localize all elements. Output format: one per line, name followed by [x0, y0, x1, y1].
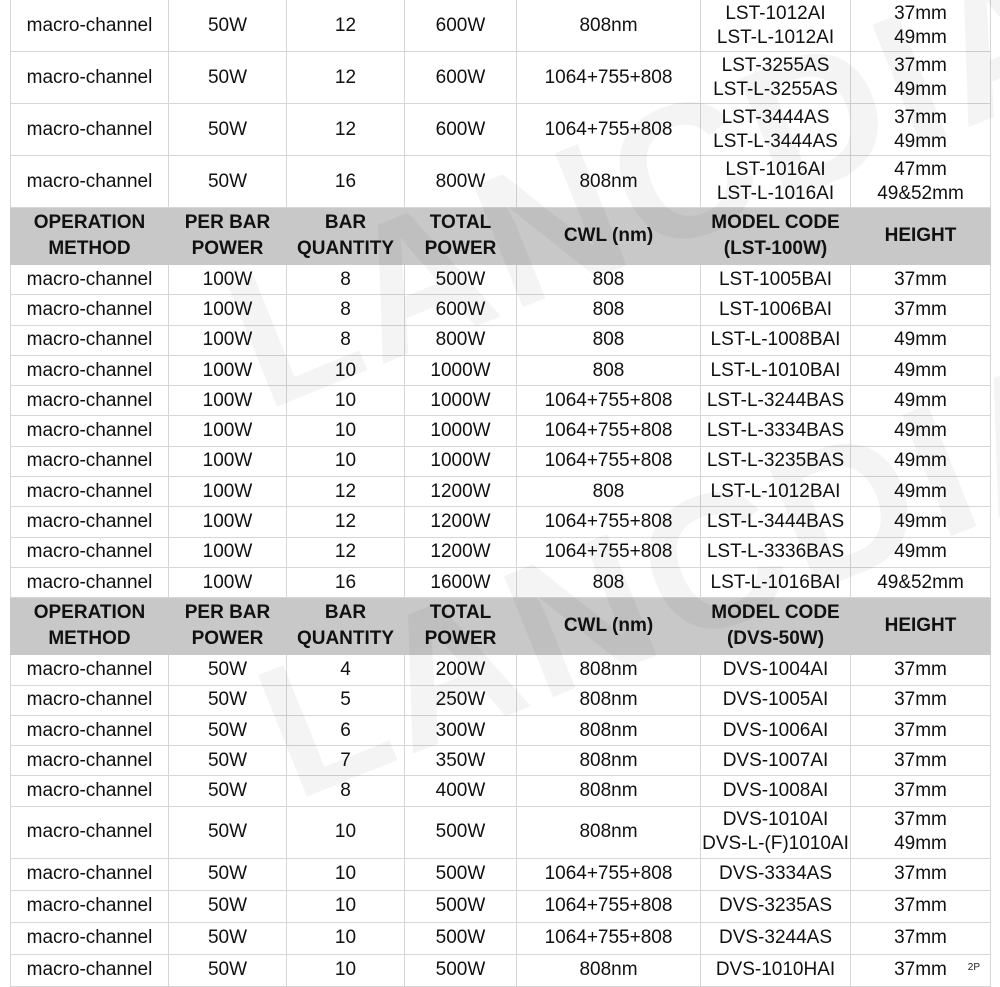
model-line: LST-L-1012AI	[716, 26, 835, 48]
model-cell: DVS-1004AI	[701, 655, 851, 685]
bar-qty-cell: 16	[287, 567, 405, 597]
total-power-cell: 1000W	[405, 355, 517, 385]
method-cell: macro-channel	[11, 416, 169, 446]
total-power-cell: 500W	[405, 922, 517, 954]
cwl-cell: 1064+755+808	[517, 537, 701, 567]
bar-qty-cell: 12	[287, 104, 405, 156]
method-cell: macro-channel	[11, 507, 169, 537]
header-line: TOTAL	[429, 602, 492, 624]
table-row	[11, 655, 991, 685]
header-line: (LST-100W)	[723, 238, 828, 259]
cwl-cell: 808	[517, 477, 701, 507]
model-cell: LST-L-3444BAS	[701, 507, 851, 537]
total-power-cell: 600W	[405, 52, 517, 104]
table-row	[11, 746, 991, 776]
table-row	[11, 0, 991, 52]
model-cell: DVS-1010HAI	[701, 954, 851, 986]
header-line: PER BAR	[184, 602, 271, 624]
bar-power-cell: 100W	[169, 325, 287, 355]
table-row	[11, 265, 991, 295]
cwl-cell: 808	[517, 355, 701, 385]
header-line: POWER	[424, 628, 497, 650]
bar-qty-cell: 10	[287, 446, 405, 476]
header-bar-qty	[287, 208, 405, 265]
method-cell: macro-channel	[11, 715, 169, 745]
section-dvs-50w-rows-a	[11, 655, 991, 806]
header-line: POWER	[191, 238, 264, 259]
header-line: PER BAR	[184, 212, 271, 233]
method-cell: macro-channel	[11, 567, 169, 597]
cwl-cell: 1064+755+808	[517, 386, 701, 416]
model-cell: DVS-3244AS	[701, 922, 851, 954]
bar-power-cell: 100W	[169, 386, 287, 416]
total-power-cell: 500W	[405, 890, 517, 922]
header-line: POWER	[424, 238, 497, 259]
bar-qty-cell: 8	[287, 776, 405, 806]
total-power-cell: 500W	[405, 806, 517, 858]
cwl-cell: 808nm	[517, 0, 701, 52]
table-row	[11, 537, 991, 567]
method-cell: macro-channel	[11, 890, 169, 922]
section-dvs-50w-double	[11, 806, 991, 858]
section-dvs-50w-rows-b	[11, 858, 991, 986]
table-row	[11, 776, 991, 806]
table-row	[11, 355, 991, 385]
header-line: OPERATION	[33, 212, 146, 233]
cwl-cell: 1064+755+808	[517, 416, 701, 446]
height-cell: 49mm	[851, 416, 991, 446]
model-cell	[701, 156, 851, 208]
cwl-cell: 1064+755+808	[517, 507, 701, 537]
table-row	[11, 295, 991, 325]
method-cell: macro-channel	[11, 776, 169, 806]
cwl-cell: 808	[517, 265, 701, 295]
height-line: 49&52mm	[877, 182, 964, 204]
method-cell: macro-channel	[11, 355, 169, 385]
total-power-cell: 200W	[405, 655, 517, 685]
total-power-cell: 1200W	[405, 507, 517, 537]
model-line: LST-L-3444AS	[713, 130, 838, 152]
height-cell: 37mm	[851, 890, 991, 922]
method-cell: macro-channel	[11, 537, 169, 567]
method-cell: macro-channel	[11, 685, 169, 715]
bar-power-cell: 50W	[169, 776, 287, 806]
total-power-cell: 1200W	[405, 477, 517, 507]
section-lst-100w-rows	[11, 265, 991, 598]
header-total-power	[405, 208, 517, 265]
model-line: LST-1012AI	[725, 2, 826, 24]
header-line: METHOD	[48, 628, 131, 650]
height-cell: 37mm	[851, 655, 991, 685]
model-cell: DVS-3235AS	[701, 890, 851, 922]
bar-power-cell: 100W	[169, 446, 287, 476]
model-cell: DVS-1008AI	[701, 776, 851, 806]
table-row	[11, 567, 991, 597]
total-power-cell: 800W	[405, 156, 517, 208]
bar-qty-cell: 5	[287, 685, 405, 715]
model-cell	[701, 806, 851, 858]
method-cell: macro-channel	[11, 52, 169, 104]
method-cell: macro-channel	[11, 477, 169, 507]
method-cell: macro-channel	[11, 806, 169, 858]
header-line: MODEL CODE	[711, 602, 840, 624]
bar-power-cell: 100W	[169, 416, 287, 446]
header-line: OPERATION	[33, 602, 146, 624]
model-cell: LST-L-3235BAS	[701, 446, 851, 476]
cwl-cell: 808nm	[517, 954, 701, 986]
method-cell: macro-channel	[11, 0, 169, 52]
height-cell: 37mm	[851, 954, 991, 986]
bar-power-cell: 50W	[169, 806, 287, 858]
table-row	[11, 156, 991, 208]
bar-power-cell: 50W	[169, 890, 287, 922]
height-cell: 49mm	[851, 507, 991, 537]
total-power-cell: 1000W	[405, 386, 517, 416]
height-cell: 49&52mm	[851, 567, 991, 597]
header-bar-qty	[287, 598, 405, 655]
table-row	[11, 446, 991, 476]
model-cell: LST-1006BAI	[701, 295, 851, 325]
height-cell	[851, 104, 991, 156]
bar-qty-cell: 16	[287, 156, 405, 208]
model-cell: LST-L-1010BAI	[701, 355, 851, 385]
table-row	[11, 52, 991, 104]
cwl-cell: 1064+755+808	[517, 858, 701, 890]
header-row-dvs-50w	[11, 598, 991, 655]
model-cell	[701, 0, 851, 52]
bar-qty-cell: 4	[287, 655, 405, 685]
method-cell: macro-channel	[11, 386, 169, 416]
bar-power-cell: 50W	[169, 0, 287, 52]
bar-power-cell: 100W	[169, 355, 287, 385]
bar-qty-cell: 6	[287, 715, 405, 745]
model-line: DVS-L-(F)1010AI	[702, 833, 849, 855]
table-row	[11, 858, 991, 890]
cwl-cell: 808nm	[517, 776, 701, 806]
cwl-cell: 1064+755+808	[517, 922, 701, 954]
model-cell: DVS-1005AI	[701, 685, 851, 715]
model-cell: LST-L-3244BAS	[701, 386, 851, 416]
page-tag: 2P	[967, 962, 980, 973]
header-line: QUANTITY	[296, 238, 395, 259]
height-cell: 37mm	[851, 746, 991, 776]
header-line: POWER	[191, 628, 264, 650]
total-power-cell: 1000W	[405, 446, 517, 476]
height-cell: 37mm	[851, 685, 991, 715]
method-cell: macro-channel	[11, 922, 169, 954]
cwl-cell: 1064+755+808	[517, 446, 701, 476]
cwl-cell: 1064+755+808	[517, 104, 701, 156]
height-cell: 37mm	[851, 715, 991, 745]
bar-qty-cell: 10	[287, 806, 405, 858]
section-lst-50w	[11, 0, 991, 208]
header-method	[11, 208, 169, 265]
total-power-cell: 1000W	[405, 416, 517, 446]
cwl-cell: 808nm	[517, 806, 701, 858]
cwl-cell: 1064+755+808	[517, 890, 701, 922]
bar-power-cell: 100W	[169, 537, 287, 567]
bar-qty-cell: 7	[287, 746, 405, 776]
model-cell: DVS-1006AI	[701, 715, 851, 745]
cwl-cell: 808nm	[517, 746, 701, 776]
model-cell: DVS-1007AI	[701, 746, 851, 776]
height-line: 49mm	[894, 833, 947, 855]
height-line: 37mm	[894, 809, 947, 831]
header-bar-power	[169, 208, 287, 265]
spec-table	[10, 0, 991, 987]
bar-power-cell: 50W	[169, 922, 287, 954]
bar-power-cell: 100W	[169, 507, 287, 537]
header-cwl: CWL (nm)	[517, 208, 701, 265]
height-cell: 49mm	[851, 477, 991, 507]
total-power-cell: 500W	[405, 954, 517, 986]
table-row	[11, 922, 991, 954]
height-cell: 37mm	[851, 776, 991, 806]
table-row	[11, 890, 991, 922]
header-method	[11, 598, 169, 655]
height-line: 49mm	[894, 130, 947, 152]
bar-qty-cell: 12	[287, 0, 405, 52]
total-power-cell: 800W	[405, 325, 517, 355]
height-line: 37mm	[894, 106, 947, 128]
model-line: LST-1016AI	[725, 158, 826, 180]
bar-power-cell: 50W	[169, 156, 287, 208]
bar-qty-cell: 12	[287, 537, 405, 567]
header-line: MODEL CODE	[711, 212, 840, 233]
bar-power-cell: 50W	[169, 104, 287, 156]
table-row	[11, 806, 991, 858]
height-cell: 37mm	[851, 858, 991, 890]
cwl-cell: 808nm	[517, 685, 701, 715]
cwl-cell: 808	[517, 295, 701, 325]
total-power-cell: 400W	[405, 776, 517, 806]
height-cell: 49mm	[851, 537, 991, 567]
total-power-cell: 500W	[405, 858, 517, 890]
bar-qty-cell: 10	[287, 386, 405, 416]
bar-power-cell: 50W	[169, 954, 287, 986]
bar-power-cell: 50W	[169, 715, 287, 745]
header-line: TOTAL	[429, 212, 492, 233]
method-cell: macro-channel	[11, 265, 169, 295]
bar-qty-cell: 10	[287, 858, 405, 890]
header-bar-power	[169, 598, 287, 655]
bar-qty-cell: 12	[287, 507, 405, 537]
bar-power-cell: 100W	[169, 295, 287, 325]
header-line: METHOD	[48, 238, 131, 259]
total-power-cell: 350W	[405, 746, 517, 776]
model-line: LST-L-3255AS	[713, 78, 838, 100]
height-line: 47mm	[894, 158, 947, 180]
header-row-lst-100w	[11, 208, 991, 265]
cwl-cell: 808	[517, 325, 701, 355]
model-line: LST-3444AS	[721, 106, 830, 128]
header-cwl: CWL (nm)	[517, 598, 701, 655]
bar-qty-cell: 8	[287, 325, 405, 355]
model-cell: LST-L-3336BAS	[701, 537, 851, 567]
bar-qty-cell: 10	[287, 922, 405, 954]
table-row	[11, 386, 991, 416]
cwl-cell: 1064+755+808	[517, 52, 701, 104]
total-power-cell: 500W	[405, 265, 517, 295]
model-line: LST-3255AS	[721, 54, 830, 76]
bar-qty-cell: 8	[287, 265, 405, 295]
table-row	[11, 685, 991, 715]
bar-power-cell: 100W	[169, 567, 287, 597]
bar-power-cell: 50W	[169, 858, 287, 890]
height-line: 37mm	[894, 2, 947, 24]
cwl-cell: 808nm	[517, 715, 701, 745]
model-cell: LST-L-1012BAI	[701, 477, 851, 507]
header-model	[701, 208, 851, 265]
height-cell	[851, 0, 991, 52]
height-cell: 37mm	[851, 265, 991, 295]
height-line: 49mm	[894, 26, 947, 48]
method-cell: macro-channel	[11, 104, 169, 156]
table-row	[11, 104, 991, 156]
model-cell: LST-L-3334BAS	[701, 416, 851, 446]
height-cell	[851, 52, 991, 104]
bar-qty-cell: 12	[287, 52, 405, 104]
height-cell: 49mm	[851, 386, 991, 416]
model-cell	[701, 52, 851, 104]
section-dvs-50w	[11, 598, 991, 655]
model-line: DVS-1010AI	[722, 809, 829, 831]
bar-qty-cell: 10	[287, 416, 405, 446]
bar-qty-cell: 10	[287, 890, 405, 922]
height-cell: 49mm	[851, 355, 991, 385]
bar-power-cell: 50W	[169, 746, 287, 776]
header-line: QUANTITY	[296, 628, 395, 650]
header-height: HEIGHT	[851, 208, 991, 265]
table-row	[11, 325, 991, 355]
header-line: (DVS-50W)	[726, 628, 825, 650]
height-line: 37mm	[894, 54, 947, 76]
method-cell: macro-channel	[11, 655, 169, 685]
height-cell: 37mm	[851, 922, 991, 954]
height-line: 49mm	[894, 78, 947, 100]
total-power-cell: 300W	[405, 715, 517, 745]
method-cell: macro-channel	[11, 858, 169, 890]
cwl-cell: 808nm	[517, 156, 701, 208]
bar-power-cell: 50W	[169, 685, 287, 715]
method-cell: macro-channel	[11, 746, 169, 776]
cwl-cell: 808	[517, 567, 701, 597]
bar-qty-cell: 10	[287, 954, 405, 986]
model-line: LST-L-1016AI	[716, 182, 835, 204]
header-model	[701, 598, 851, 655]
cwl-cell: 808nm	[517, 655, 701, 685]
model-cell: DVS-3334AS	[701, 858, 851, 890]
method-cell: macro-channel	[11, 156, 169, 208]
header-line: BAR	[324, 212, 367, 233]
model-cell: LST-L-1016BAI	[701, 567, 851, 597]
section-lst-100w	[11, 208, 991, 265]
height-cell: 49mm	[851, 446, 991, 476]
total-power-cell: 600W	[405, 104, 517, 156]
height-cell	[851, 806, 991, 858]
table-row	[11, 416, 991, 446]
method-cell: macro-channel	[11, 295, 169, 325]
height-cell: 37mm	[851, 295, 991, 325]
bar-power-cell: 100W	[169, 265, 287, 295]
method-cell: macro-channel	[11, 954, 169, 986]
table-row	[11, 954, 991, 986]
bar-power-cell: 50W	[169, 655, 287, 685]
table-row	[11, 477, 991, 507]
bar-qty-cell: 8	[287, 295, 405, 325]
total-power-cell: 250W	[405, 685, 517, 715]
model-cell	[701, 104, 851, 156]
height-cell: 49mm	[851, 325, 991, 355]
model-cell: LST-1005BAI	[701, 265, 851, 295]
model-cell: LST-L-1008BAI	[701, 325, 851, 355]
table-row	[11, 507, 991, 537]
bar-qty-cell: 12	[287, 477, 405, 507]
bar-power-cell: 50W	[169, 52, 287, 104]
total-power-cell: 1200W	[405, 537, 517, 567]
height-cell	[851, 156, 991, 208]
bar-qty-cell: 10	[287, 355, 405, 385]
header-height: HEIGHT	[851, 598, 991, 655]
header-line: BAR	[324, 602, 367, 624]
method-cell: macro-channel	[11, 325, 169, 355]
total-power-cell: 600W	[405, 295, 517, 325]
total-power-cell: 1600W	[405, 567, 517, 597]
table-row	[11, 715, 991, 745]
bar-power-cell: 100W	[169, 477, 287, 507]
total-power-cell: 600W	[405, 0, 517, 52]
method-cell: macro-channel	[11, 446, 169, 476]
header-total-power	[405, 598, 517, 655]
